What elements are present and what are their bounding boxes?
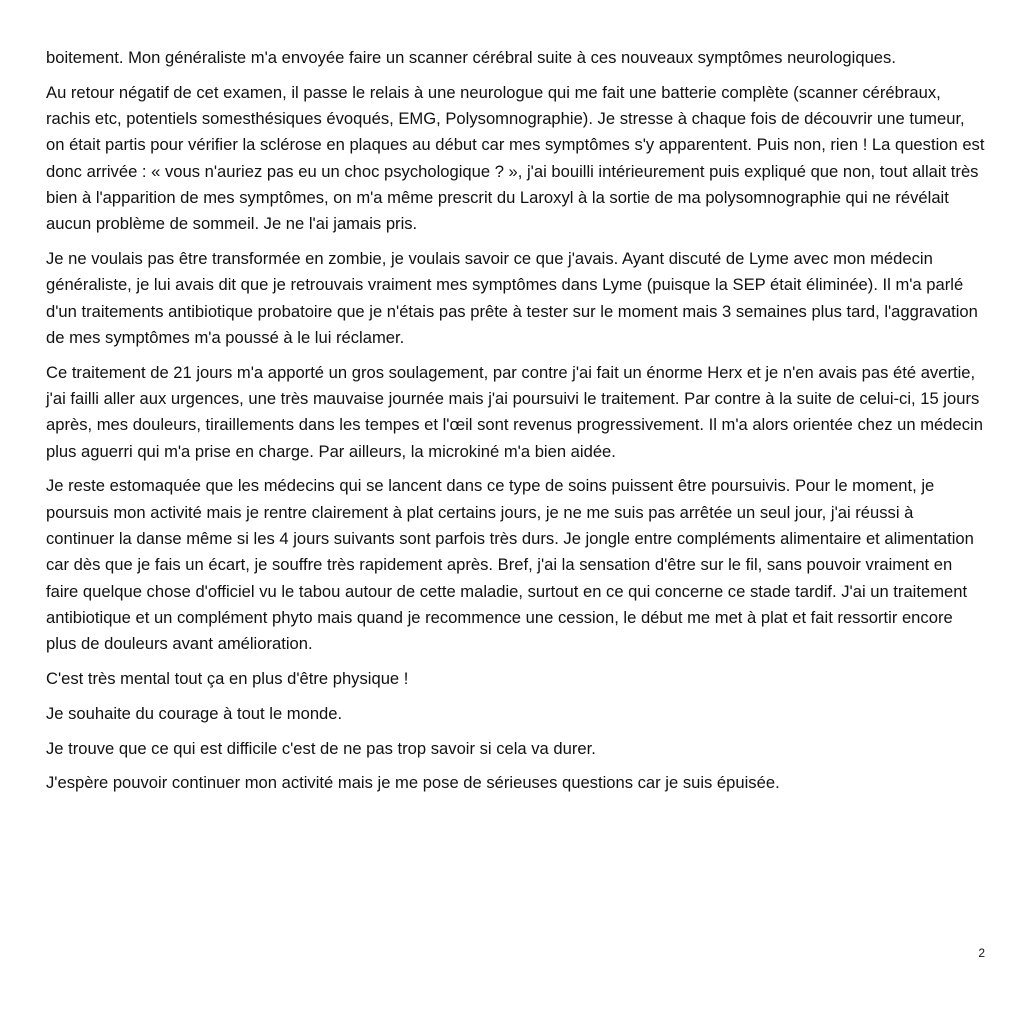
paragraph-1: boitement. Mon généraliste m'a envoyée faire un scanner cérébral suite à ces nouveaux symptômes neurologiques.: [46, 48, 896, 67]
paragraph-8: Je trouve que ce qui est difficile c'est de ne pas trop savoir si cela va durer.: [46, 738, 596, 758]
paragraph-5: Je reste estomaquée que les médecins qui se lancent dans ce type de soins puissent être poursuivis. Pour le moment, je poursuis mon activité mais je rentre clairement à plat certains jours, je ne me suis pas arrêtée un seul jour, j'ai réussi à continuer la danse même si les 4 jours suivants sont parfois très durs. Je jongle entre compléments alimentaire et alimentation car dès que je fais un écart, je souffre très rapidement après. Bref, j'ai la sensation d'être sur le fil, sans pouvoir vraiment en faire quelque chose d'officiel vu le tabou autour de cette maladie, surtout en ce qui concerne ce stade tardif. J'ai un traitement antibiotique et un complément phyto mais quand je recommence une cession, le début me met à plat et fait ressortir encore plus de douleurs avant amélioration.: [46, 476, 974, 654]
paragraph-6: C'est très mental tout ça en plus d'être physique !: [46, 669, 409, 689]
paragraph-7: Je souhaite du courage à tout le monde.: [46, 703, 343, 723]
page-number: 2: [978, 946, 985, 960]
paragraph-9: J'espère pouvoir continuer mon activité mais je me pose de sérieuses questions car je suis épuisée.: [46, 773, 780, 793]
paragraph-3: Je ne voulais pas être transformée en zombie, je voulais savoir ce que j'avais. Ayant discuté de Lyme avec mon médecin généraliste, je lui avais dit que je retrouvais vraiment mes symptômes dans Lyme (puisque la SEP était éliminée). Il m'a parlé d'un traitements antibiotique probatoire que je n'étais pas prête à tester sur le moment mais 3 semaines plus tard, l'aggravation de mes symptômes m'a poussé à le lui réclamer.: [46, 249, 978, 347]
paragraph-4: Ce traitement de 21 jours m'a apporté un gros soulagement, par contre j'ai fait un énorme Herx et je n'en avais pas été avertie, j'ai failli aller aux urgences, une très mauvaise journée mais j'ai poursuivi le traitement. Par contre à la suite de celui-ci, 15 jours après, mes douleurs, tiraillements dans les tempes et l'œil sont revenus progressivement. Il m'a alors orientée chez un médecin plus aguerri qui m'a prise en charge. Par ailleurs, la microkiné m'a bien aidée.: [46, 362, 983, 461]
document-body: [46, 45, 986, 805]
paragraph-2: Au retour négatif de cet examen, il passe le relais à une neurologue qui me fait une batterie complète (scanner cérébraux, rachis etc, potentiels somesthésiques évoqués, EMG, Polysomnographie). Je stresse à chaque fois de découvrir une tumeur, on était partis pour vérifier la sclérose en plaques au début car mes symptômes s'y apparentent. Puis non, rien ! La question est donc arrivée : « vous n'auriez pas eu un choc psychologique ? », j'ai bouilli intérieurement puis expliqué que non, tout allait très bien à l'apparition de mes symptômes, on m'a même prescrit du Laroxyl à la sortie de ma polysomnographie qui ne révélait aucun problème de sommeil. Je ne l'ai jamais pris.: [46, 82, 985, 234]
